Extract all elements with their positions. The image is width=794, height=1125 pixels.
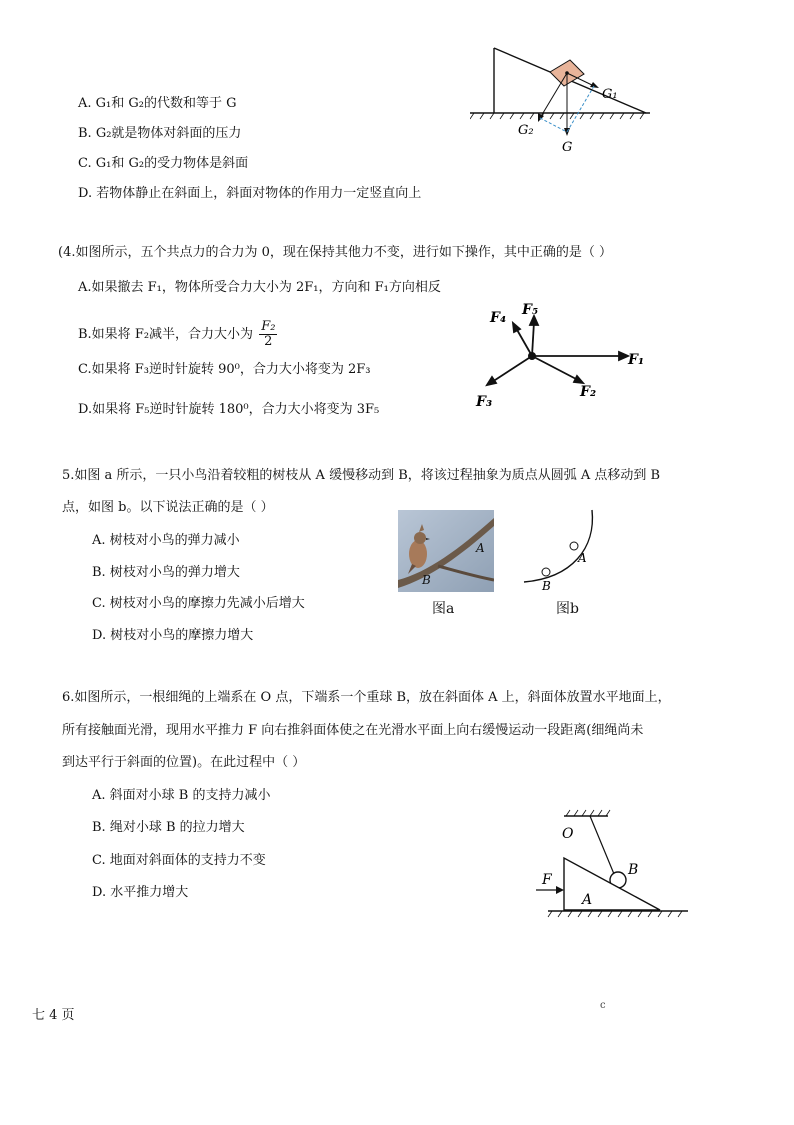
q6-stem-line3: 到达平行于斜面的位置)。在此过程中（ ） — [62, 755, 306, 770]
q6-wedge-figure — [528, 808, 698, 924]
q5-caption-a: 图a — [432, 601, 455, 617]
q6-option-c: C. 地面对斜面体的支持力不变 — [92, 853, 266, 868]
q4-fraction — [259, 320, 277, 349]
q3-option-b: B. G₂就是物体对斜面的压力 — [78, 126, 242, 141]
q5-fig-a-label-b: B — [422, 573, 431, 587]
page-number: 七 4 页 — [32, 1008, 75, 1023]
q6-stem-line2: 所有接触面光滑，现用水平推力 F 向右推斜面体使之在光滑水平面上向右缓慢运动一段距离(细绳尚未 — [62, 723, 644, 738]
q5-caption-b: 图b — [556, 601, 579, 617]
q4-label-f4: F₄ — [490, 310, 507, 326]
q6-label-a: A — [582, 892, 593, 908]
q6-label-f: F — [542, 872, 552, 888]
q5-fig-b-label-b: B — [542, 579, 551, 592]
q5-option-a: A. 树枝对小鸟的弹力减小 — [92, 533, 240, 548]
q6-label-o: O — [562, 826, 574, 842]
q5-arc-figure — [516, 508, 600, 592]
q4-option-a: A.如果撤去 F₁，物体所受合力大小为 2F₁，方向和 F₁方向相反 — [78, 280, 441, 295]
q6-option-b: B. 绳对小球 B 的拉力增大 — [92, 820, 245, 835]
q4-option-c: C.如果将 F₃逆时针旋转 90⁰，合力大小将变为 2F₃ — [78, 362, 371, 377]
q3-incline-figure — [470, 40, 660, 160]
q3-option-a: A. G₁和 G₂的代数和等于 G — [78, 96, 237, 111]
page-mark: c — [600, 1000, 606, 1011]
q4-option-d: D.如果将 F₅逆时针旋转 180⁰，合力大小将变为 3F₅ — [78, 402, 380, 417]
q4-fraction-denominator: 2 — [264, 334, 273, 349]
q3-label-g1: G₁ — [602, 87, 618, 102]
q4-label-f2: F₂ — [580, 384, 597, 400]
q3-option-d: D. 若物体静止在斜面上，斜面对物体的作用力一定竖直向上 — [78, 186, 422, 201]
q4-fraction-numerator: F₂ — [261, 319, 276, 334]
q4-label-f1: F₁ — [628, 352, 645, 368]
q4-stem: (4.如图所示，五个共点力的合力为 0，现在保持其他力不变，进行如下操作，其中正确的是（ ） — [58, 245, 613, 260]
q5-bird-photo — [398, 510, 494, 592]
q4-label-f5: F₅ — [522, 302, 539, 318]
q5-option-b: B. 树枝对小鸟的弹力增大 — [92, 565, 240, 580]
q4-forces-figure — [470, 296, 660, 416]
q5-fig-a-label-a: A — [476, 541, 485, 555]
q5-fig-b-label-a: A — [578, 551, 587, 565]
q6-option-d: D. 水平推力增大 — [92, 885, 189, 900]
q4-option-b-text: B.如果将 F₂减半，合力大小为 — [78, 327, 254, 342]
q6-stem-line1: 6.如图所示，一根细绳的上端系在 O 点，下端系一个重球 B，放在斜面体 A 上，斜面体放置水平地面上， — [62, 690, 671, 705]
q5-option-c: C. 树枝对小鸟的摩擦力先减小后增大 — [92, 596, 305, 611]
q3-label-g: G — [562, 140, 573, 155]
q3-option-c: C. G₁和 G₂的受力物体是斜面 — [78, 156, 249, 171]
q5-stem-line1: 5.如图 a 所示，一只小鸟沿着较粗的树枝从 A 缓慢移动到 B，将该过程抽象为质点从圆弧 A 点移动到 B — [62, 468, 661, 483]
q5-option-d: D. 树枝对小鸟的摩擦力增大 — [92, 628, 254, 643]
q3-label-g2: G₂ — [518, 123, 534, 138]
q6-label-b: B — [628, 862, 639, 878]
q5-stem-line2: 点，如图 b。以下说法正确的是（ ） — [62, 500, 274, 515]
q4-option-b — [78, 320, 277, 349]
q6-option-a: A. 斜面对小球 B 的支持力减小 — [92, 788, 271, 803]
q4-label-f3: F₃ — [476, 394, 493, 410]
